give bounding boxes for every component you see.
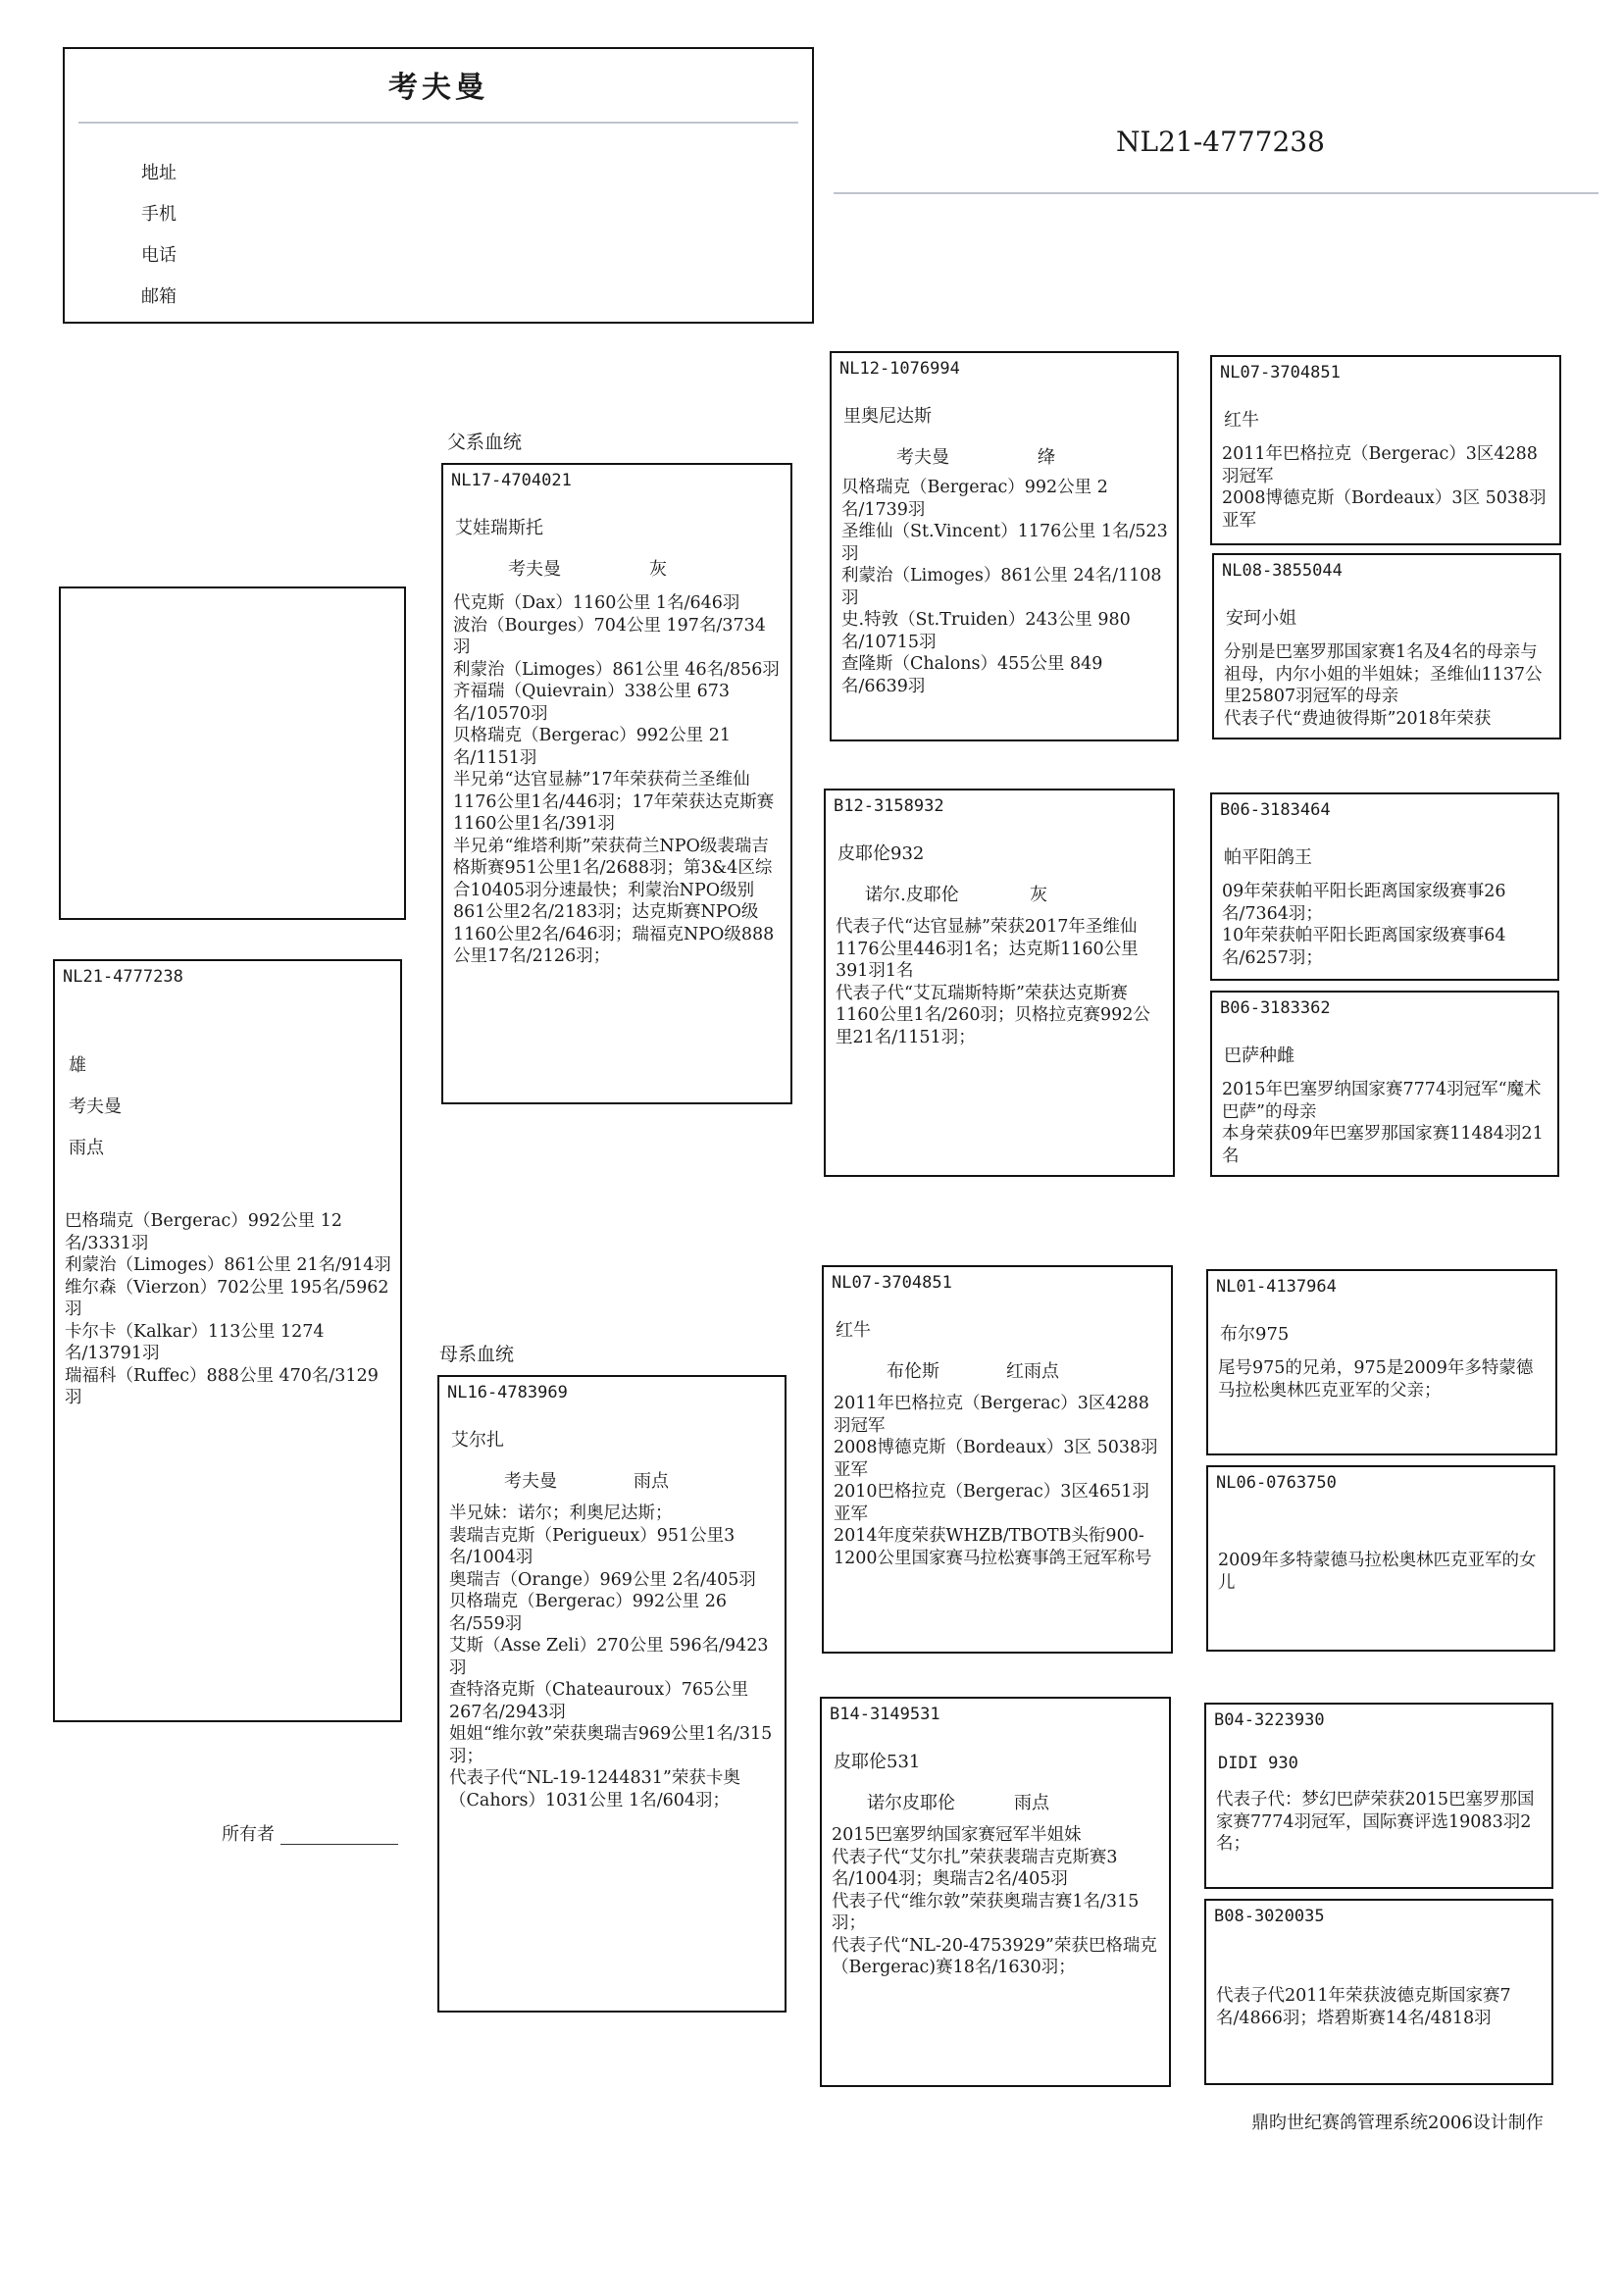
email-label: 邮箱	[141, 286, 177, 307]
owner-name: 考夫曼	[388, 71, 488, 105]
dd-sire-ring: B04-3223930	[1214, 1710, 1325, 1730]
dam-dam-ring: B14-3149531	[830, 1705, 940, 1724]
ds-sire-card	[1206, 1269, 1557, 1455]
result-line: 代克斯（Dax）1160公里 1名/646羽	[453, 593, 740, 613]
ss-dam-name: 安珂小姐	[1226, 608, 1296, 629]
result-line: 2011年巴格拉克（Bergerac）3区4288羽冠军	[1222, 444, 1538, 486]
dam-dam-color: 雨点	[1014, 1793, 1049, 1813]
sire-dam-results	[836, 916, 1165, 1048]
dam-dam-results	[832, 1824, 1161, 1979]
ds-dam-card	[1206, 1465, 1555, 1652]
pigeon-color: 雨点	[69, 1138, 104, 1158]
sire-dam-color: 灰	[1030, 885, 1047, 905]
result-line: 代表子代：梦幻巴萨荣获2015巴塞罗那国家赛7774羽冠军，国际赛评选19083羽2名；	[1216, 1790, 1535, 1854]
sire-dam-name: 皮耶伦932	[837, 843, 925, 864]
sire-ring: NL17-4704021	[451, 471, 572, 490]
result-line: 代表子代“NL-19-1244831”荣获卡奥（Cahors）1031公里 1名/604羽；	[449, 1768, 740, 1810]
pigeon-results	[65, 1210, 392, 1409]
result-line: 2015年巴塞罗纳国家赛7774羽冠军“魔术巴萨”的母亲	[1222, 1080, 1542, 1122]
dam-dam-card	[820, 1697, 1171, 2087]
sd-sire-results	[1222, 881, 1549, 969]
owner-header-box	[63, 47, 814, 324]
result-line: 史.特敦（St.Truiden）243公里 980名/10715羽	[841, 610, 1131, 652]
owner-label: 所有者	[222, 1824, 275, 1845]
sire-dam-ring: B12-3158932	[834, 796, 944, 816]
ds-sire-results	[1218, 1357, 1548, 1402]
sire-dam-card	[824, 789, 1175, 1177]
sire-sire-card	[830, 351, 1179, 741]
ds-dam-ring: NL06-0763750	[1216, 1473, 1337, 1493]
result-line: 卡尔卡（Kalkar）113公里 1274名/13791羽	[65, 1321, 325, 1363]
result-line: 裴瑞吉克斯（Perigueux）951公里3名/1004羽	[449, 1525, 736, 1567]
result-line: 半兄弟“维塔利斯”荣获荷兰NPO级裴瑞吉格斯赛951公里1名/2688羽；第3&4区综合10405羽分速最快；利蒙治NPO级别861公里2名/2183羽；达克斯赛NPO级1160公里2名/646羽；瑞福克NPO级888公里17名/2126羽；	[453, 836, 775, 966]
sd-dam-results	[1222, 1079, 1549, 1167]
result-line: 2008博德克斯（Bordeaux）3区 5038羽 亚军	[1222, 488, 1547, 531]
dd-dam-ring: B08-3020035	[1214, 1907, 1325, 1926]
result-line: 圣维仙（St.Vincent）1176公里 1名/523羽	[841, 522, 1168, 564]
dam-ring: NL16-4783969	[447, 1383, 568, 1402]
mobile-label: 手机	[141, 204, 177, 225]
ds-sire-ring: NL01-4137964	[1216, 1277, 1337, 1297]
result-line: 半兄妹：诺尔；利奥尼达斯；	[449, 1504, 673, 1523]
ss-dam-ring: NL08-3855044	[1222, 561, 1343, 581]
dam-sire-card	[822, 1265, 1173, 1654]
pigeon-ring: NL21-4777238	[63, 967, 183, 987]
result-line: 代表子代“艾尔扎”荣获裴瑞吉克斯赛3名/1004羽；奥瑞吉2名/405羽	[832, 1847, 1118, 1889]
result-line: 代表子代“维尔敦”荣获奥瑞吉赛1名/315羽；	[832, 1891, 1140, 1933]
header-divider	[78, 122, 798, 124]
footer-credit: 鼎昀世纪赛鸽管理系统2006设计制作	[1251, 2113, 1544, 2133]
ss-dam-card	[1212, 553, 1561, 739]
result-line: 奥瑞吉（Orange）969公里 2名/405羽	[449, 1569, 756, 1590]
result-line: 利蒙治（Limoges）861公里 21名/914羽	[65, 1255, 391, 1275]
result-line: 尾号975的兄弟，975是2009年多特蒙德马拉松奥林匹克亚军的父亲；	[1218, 1358, 1534, 1401]
result-line: 姐姐“维尔敦”荣获奥瑞吉969公里1名/315羽；	[449, 1724, 773, 1766]
result-line: 2010巴格拉克（Bergerac）3区4651羽亚军	[834, 1482, 1149, 1524]
dam-breeder: 考夫曼	[504, 1471, 557, 1492]
dam-sire-results	[834, 1393, 1163, 1569]
sd-dam-card	[1210, 991, 1559, 1177]
header-ring-number: NL21-4777238	[1116, 126, 1325, 158]
dd-sire-name: DIDI 930	[1218, 1754, 1298, 1773]
result-line: 波治（Bourges）704公里 197名/3734羽	[453, 615, 766, 657]
sd-sire-card	[1210, 792, 1559, 981]
pigeon-breeder: 考夫曼	[69, 1096, 122, 1117]
sd-sire-ring: B06-3183464	[1220, 800, 1331, 820]
sire-color: 灰	[649, 559, 667, 580]
ss-sire-ring: NL07-3704851	[1220, 363, 1341, 382]
dam-dam-name: 皮耶伦531	[834, 1752, 921, 1772]
result-line: 贝格瑞克（Bergerac）992公里 2名/1739羽	[841, 478, 1108, 520]
result-line: 巴格瑞克（Bergerac）992公里 12名/3331羽	[65, 1211, 342, 1253]
result-line: 查特洛克斯（Chateauroux）765公里 267名/2943羽	[449, 1680, 749, 1722]
pigeon-sex: 雄	[69, 1055, 86, 1076]
dd-dam-results	[1216, 1985, 1544, 2029]
dam-sire-ring: NL07-3704851	[832, 1273, 952, 1293]
dam-color: 雨点	[634, 1471, 669, 1492]
dd-dam-card	[1204, 1899, 1553, 2085]
sire-sire-breeder: 考夫曼	[896, 447, 949, 468]
result-line: 利蒙治（Limoges）861公里 24名/1108羽	[841, 566, 1162, 608]
result-line: 代表子代“NL-20-4753929”荣获巴格瑞克（Bergerac)赛18名/1630羽；	[832, 1935, 1157, 1977]
dam-sire-color: 红雨点	[1006, 1361, 1059, 1382]
sd-sire-name: 帕平阳鸽王	[1224, 847, 1312, 868]
sire-line-label: 父系血统	[447, 432, 523, 453]
result-line: 查隆斯（Chalons）455公里 849名/6639羽	[841, 654, 1103, 696]
sire-sire-results	[841, 477, 1169, 697]
pigeon-card	[53, 959, 402, 1722]
result-line: 2014年度荣获WHZB/TBOTB头衔900-1200公里国家赛马拉松赛事鸽王冠军称号	[834, 1526, 1152, 1568]
dd-sire-results	[1216, 1789, 1544, 1856]
dam-line-label: 母系血统	[439, 1344, 515, 1365]
result-line: 贝格瑞克（Bergerac）992公里 21名/1151羽	[453, 726, 731, 768]
sire-results	[453, 592, 783, 968]
result-line: 代表子代“艾瓦瑞斯特斯”荣获达克斯赛1160公里1名/260羽；贝格拉克赛992公里21名/1151羽；	[836, 983, 1150, 1047]
result-line: 代表子代2011年荣获波德克斯国家赛7名/4866羽；塔碧斯赛14名/4818羽	[1216, 1986, 1511, 2028]
pigeon-photo-frame	[59, 586, 406, 920]
result-line: 代表子代“费迪彼得斯”2018年荣获	[1224, 708, 1492, 729]
result-line: 贝格瑞克（Bergerac）992公里 26名/559羽	[449, 1592, 727, 1634]
sire-sire-ring: NL12-1076994	[839, 359, 960, 379]
result-line: 半兄弟“达官显赫”17年荣获荷兰圣维仙1176公里1名/446羽；17年荣获达克斯赛1160公里1名/391羽	[453, 770, 775, 834]
ss-sire-results	[1222, 443, 1551, 532]
result-line: 维尔森（Vierzon）702公里 195名/5962羽	[65, 1277, 389, 1319]
result-line: 2008博德克斯（Bordeaux）3区 5038羽 亚军	[834, 1438, 1158, 1480]
dd-sire-card	[1204, 1703, 1553, 1889]
ds-dam-results	[1218, 1550, 1546, 1594]
result-line: 艾斯（Asse Zeli）270公里 596名/9423羽	[449, 1636, 769, 1678]
sire-sire-color: 绛	[1038, 447, 1055, 468]
result-line: 齐福瑞（Quievrain）338公里 673名/10570羽	[453, 682, 730, 724]
sire-card	[441, 463, 792, 1104]
sd-dam-ring: B06-3183362	[1220, 998, 1331, 1018]
dam-sire-breeder: 布伦斯	[887, 1361, 939, 1382]
sd-dam-name: 巴萨种雌	[1224, 1045, 1294, 1066]
ds-sire-name: 布尔975	[1220, 1324, 1290, 1345]
phone-label: 电话	[141, 245, 177, 266]
result-line: 09年荣获帕平阳长距离国家级赛事26名/7364羽；	[1222, 882, 1506, 924]
owner-signature-line	[280, 1844, 398, 1845]
sire-dam-breeder: 诺尔.皮耶伦	[865, 885, 959, 905]
result-line: 分别是巴塞罗那国家赛1名及4名的母亲与祖母，内尔小姐的半姐妹；圣维仙1137公里25807羽冠军的母亲	[1224, 642, 1543, 706]
dam-card	[437, 1375, 787, 2013]
result-line: 2011年巴格拉克（Bergerac）3区4288羽冠军	[834, 1394, 1149, 1436]
result-line: 瑞福科（Ruffec）888公里 470名/3129羽	[65, 1365, 379, 1407]
result-line: 2009年多特蒙德马拉松奥林匹克亚军的女儿	[1218, 1551, 1537, 1593]
dam-name: 艾尔扎	[451, 1430, 504, 1451]
dam-sire-name: 红牛	[836, 1320, 871, 1341]
result-line: 2015巴塞罗纳国家赛冠军半姐妹	[832, 1825, 1082, 1845]
result-line: 代表子代“达官显赫”荣获2017年圣维仙1176公里446羽1名；达克斯1160公里391羽1名	[836, 917, 1139, 981]
ss-sire-name: 红牛	[1224, 410, 1259, 431]
result-line: 10年荣获帕平阳长距离国家级赛事64名/6257羽；	[1222, 926, 1506, 968]
address-label: 地址	[141, 163, 177, 183]
ss-dam-results	[1224, 641, 1551, 730]
dam-results	[449, 1503, 777, 1811]
header-ring-underline	[834, 192, 1599, 194]
dam-dam-breeder: 诺尔皮耶伦	[867, 1793, 955, 1813]
sire-name: 艾娃瑞斯托	[455, 518, 543, 538]
result-line: 本身荣获09年巴塞罗那国家赛11484羽21名	[1222, 1124, 1544, 1166]
result-line: 利蒙治（Limoges）861公里 46名/856羽	[453, 659, 780, 680]
sire-breeder: 考夫曼	[508, 559, 561, 580]
sire-sire-name: 里奥尼达斯	[843, 406, 932, 427]
ss-sire-card	[1210, 355, 1561, 545]
